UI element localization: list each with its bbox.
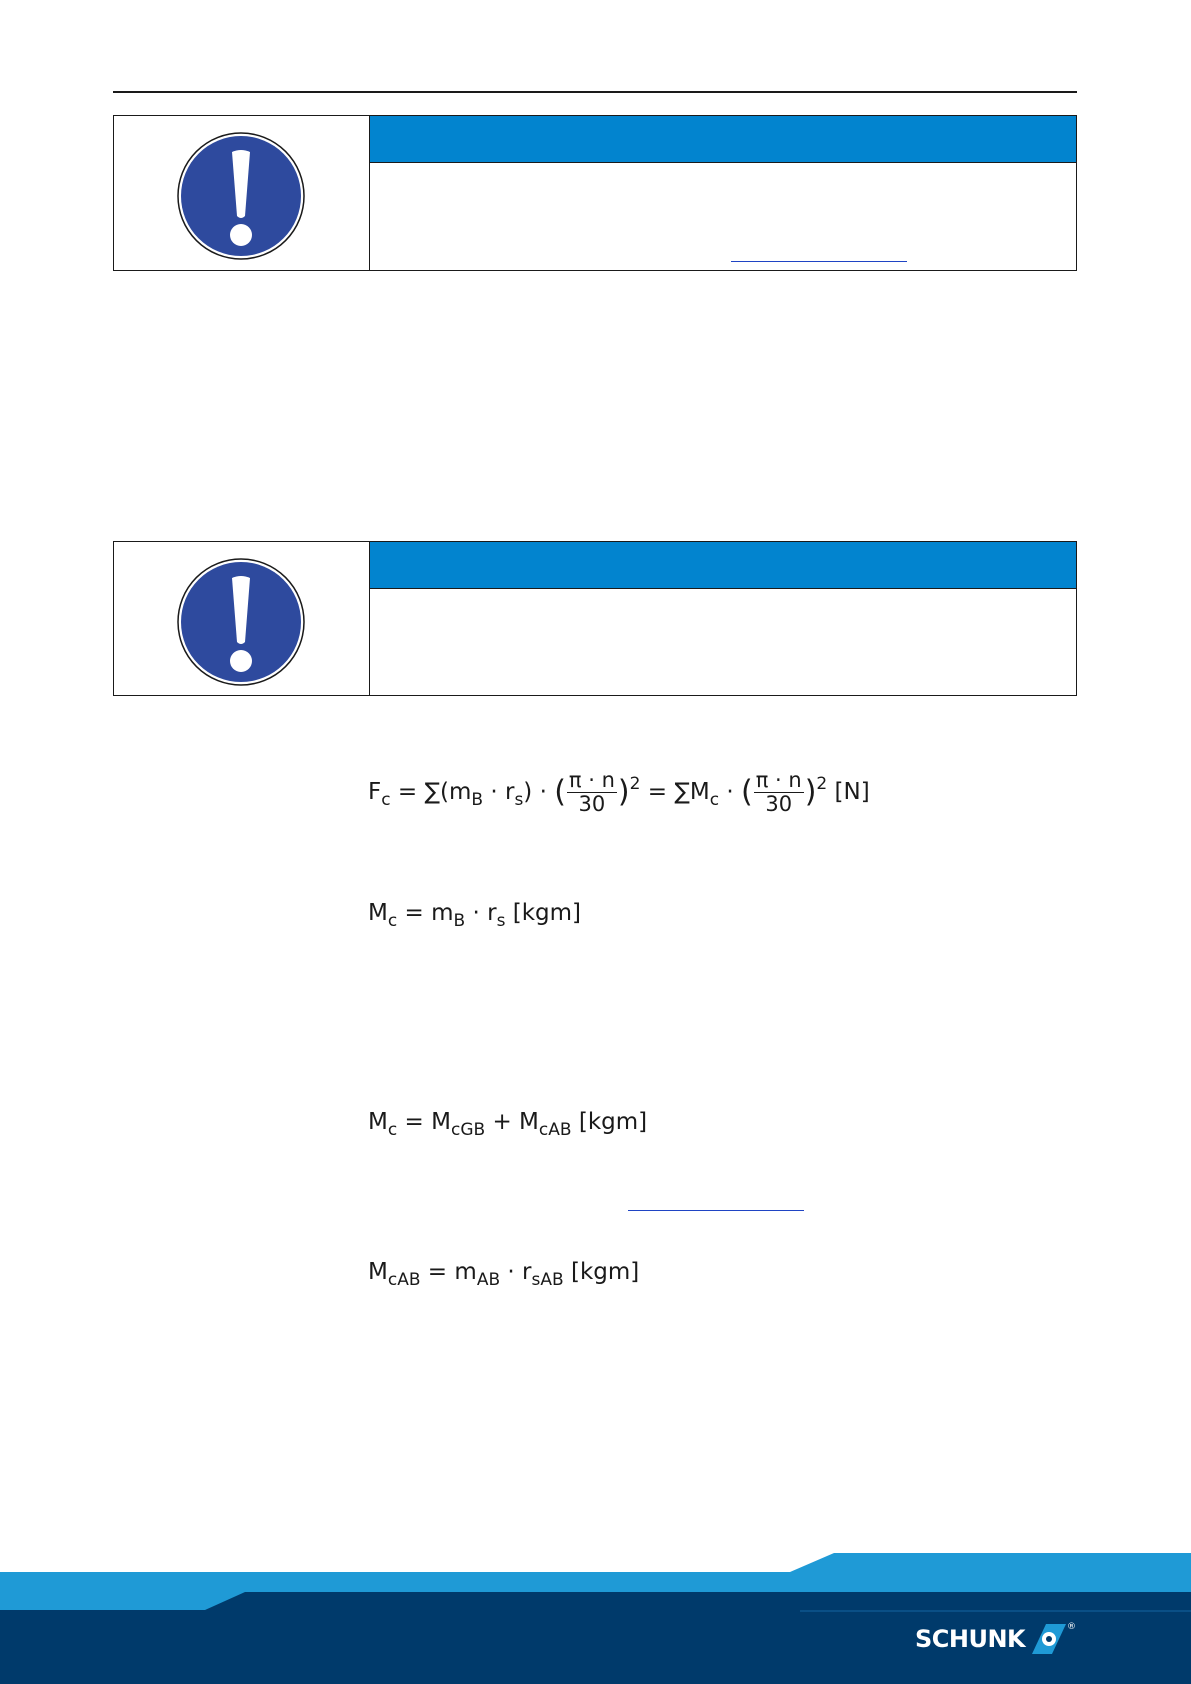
eq-text: · r [465, 900, 497, 926]
exclamation-warning-icon [177, 132, 305, 260]
notice-icon-cell [114, 116, 370, 270]
eq-symbol: M [368, 1109, 388, 1135]
eq-unit: [kgm] [571, 1109, 648, 1135]
eq-text: = m [397, 900, 454, 926]
fraction-numerator: π · n [755, 768, 802, 792]
notice-box-2 [113, 541, 1077, 696]
eq-paren: ( [554, 774, 566, 810]
equation-moment [368, 902, 581, 930]
eq-text: = ∑(m [390, 779, 472, 805]
eq-symbol: F [368, 779, 382, 805]
eq-unit: [N] [827, 779, 870, 805]
eq-text: = m [420, 1259, 477, 1285]
schunk-logo-mark-icon [1028, 1620, 1070, 1658]
notice-heading-bar [370, 542, 1076, 589]
eq-subscript: cGB [450, 1120, 486, 1140]
eq-unit: [kgm] [563, 1259, 640, 1285]
eq-text: · r [483, 779, 515, 805]
eq-subscript: cAB [538, 1120, 572, 1140]
eq-subscript: s [496, 911, 506, 931]
eq-subscript: c [709, 790, 720, 810]
eq-fraction [567, 770, 617, 815]
notice-body [370, 163, 1076, 270]
eq-subscript: B [471, 790, 484, 810]
eq-text: = M [397, 1109, 451, 1135]
fraction-denominator: 30 [578, 792, 606, 816]
fraction-denominator: 30 [765, 792, 793, 816]
equation-moment-ab [368, 1261, 639, 1289]
notice-box-1 [113, 115, 1077, 271]
eq-unit: [kgm] [505, 900, 582, 926]
eq-subscript: c [387, 1120, 398, 1140]
notice-body [370, 589, 1076, 695]
equation-moment-sum [368, 1111, 647, 1139]
eq-subscript: c [381, 790, 391, 810]
eq-subscript: c [387, 911, 398, 931]
header-rule [113, 91, 1077, 93]
eq-paren: ) [617, 774, 630, 810]
notice-heading-bar [370, 116, 1076, 163]
eq-subscript: B [453, 911, 466, 931]
eq-superscript: 2 [629, 774, 641, 794]
eq-subscript: sAB [531, 1270, 564, 1290]
notice-link[interactable] [731, 261, 907, 262]
eq-paren: ( [741, 774, 753, 810]
registered-mark: ® [1067, 1622, 1076, 1632]
eq-text: · [719, 779, 741, 805]
eq-symbol: M [368, 1259, 388, 1285]
fraction-numerator: π · n [568, 768, 615, 792]
eq-text: ) · [523, 779, 555, 805]
eq-subscript: AB [476, 1270, 501, 1290]
logo-wordmark: SCHUNK [915, 1625, 1026, 1653]
footer-band [0, 1540, 1191, 1684]
body-link[interactable] [628, 1210, 804, 1211]
eq-superscript: 2 [816, 774, 828, 794]
eq-fraction [754, 770, 804, 815]
eq-text: · r [500, 1259, 532, 1285]
eq-text: + M [485, 1109, 539, 1135]
equation-centrifugal-force [368, 770, 870, 815]
eq-paren: ) [804, 774, 817, 810]
eq-subscript: cAB [387, 1270, 421, 1290]
eq-symbol: M [368, 900, 388, 926]
eq-text: = ∑M [640, 779, 710, 805]
notice-icon-cell [114, 542, 370, 695]
eq-subscript: s [514, 790, 524, 810]
exclamation-warning-icon [177, 558, 305, 686]
